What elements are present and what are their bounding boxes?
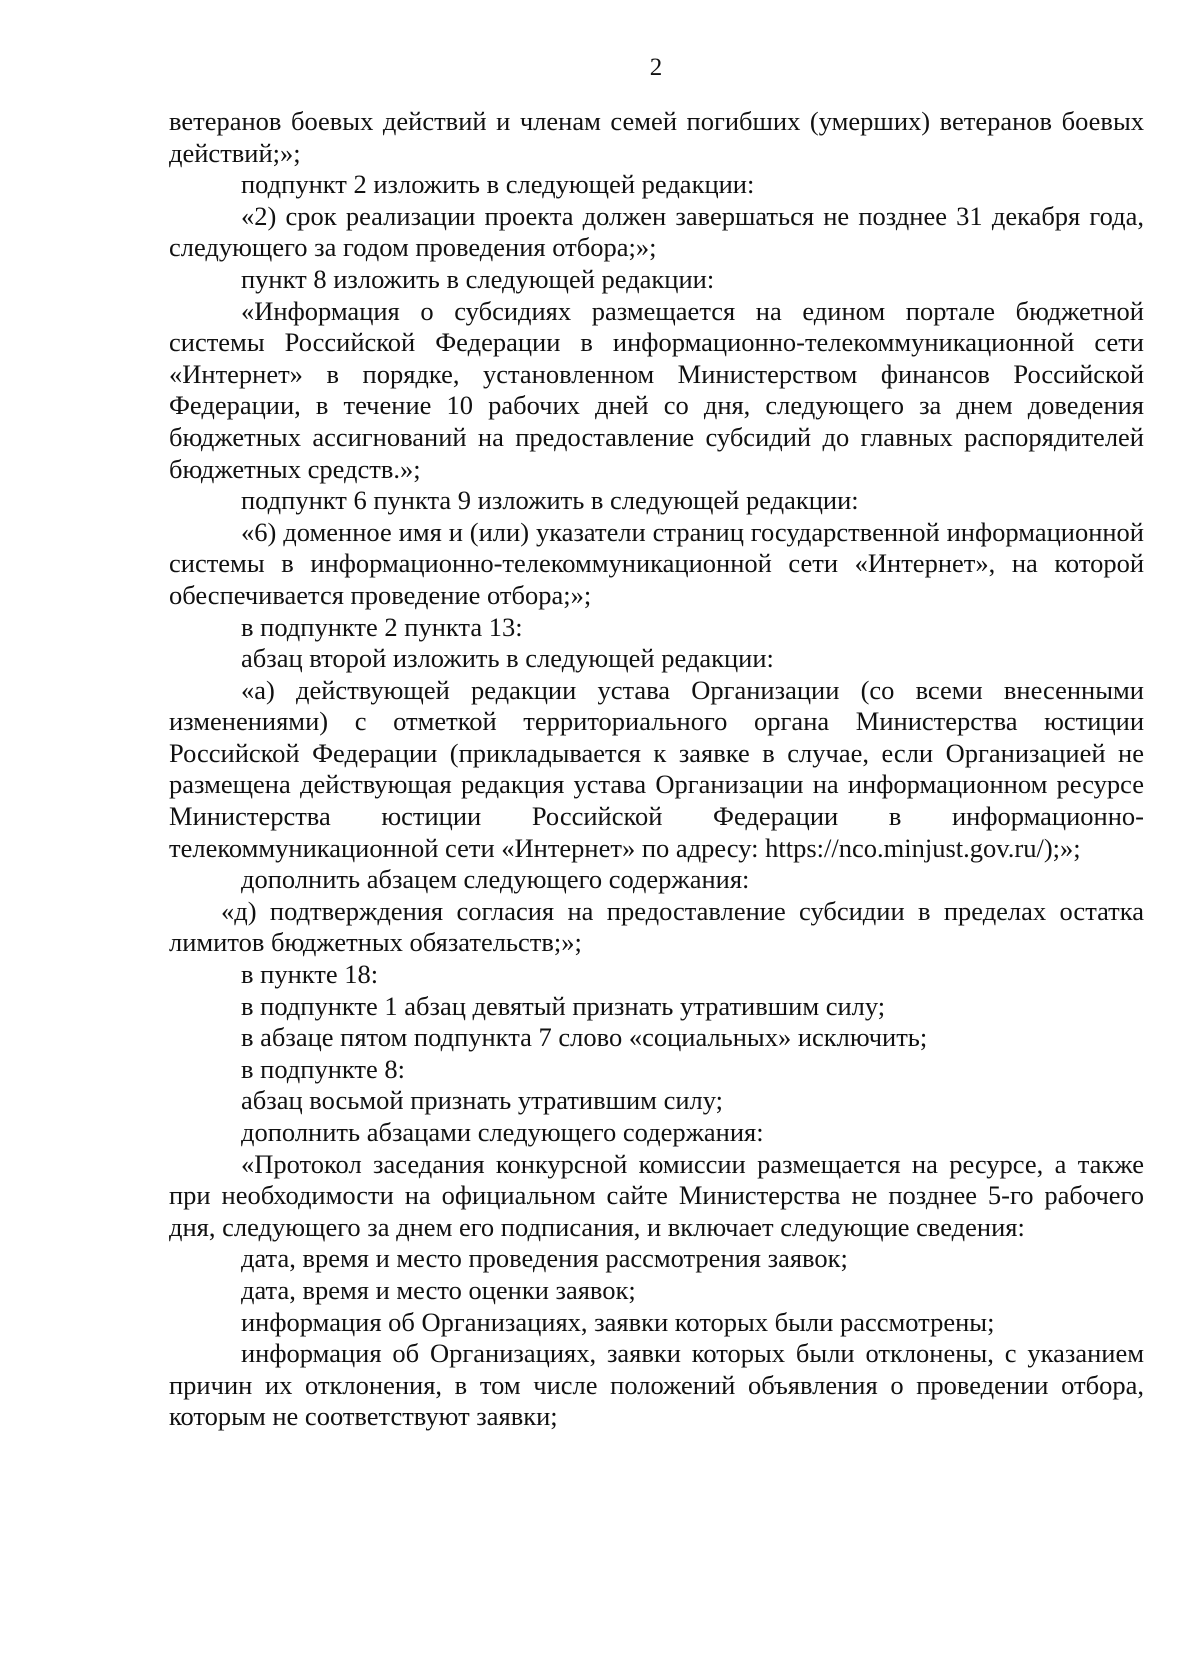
paragraph: подпункт 2 изложить в следующей редакции: (241, 169, 755, 200)
paragraph: дополнить абзацами следующего содержания: (241, 1117, 764, 1147)
paragraph: дополнить абзацем следующего содержания: (241, 864, 750, 895)
paragraph: пункт 8 изложить в следующей редакции: (241, 263, 715, 294)
paragraph: дата, время и место проведения рассмотрения заявок; (241, 1243, 848, 1274)
paragraph: дата, время и место оценки заявок; (241, 1274, 636, 1305)
paragraph: абзац восьмой признать утратившим силу; (241, 1085, 723, 1116)
paragraph: «а) действующей редакции устава Организации (со всеми внесенными изменениями) с отметкой территориального органа Министерства юстиции Российской Федерации (прикладывается к заявке в случае, если Организацией не размещена действующая редакция устава Организации на информационном ресурсе Министерства юстиции Российской Федерации в информационно-телекоммуникационной сети «Интернет» по адресу: https://nco.minjust.gov.ru/);»; (169, 674, 1144, 863)
paragraph: подпункт 6 пункта 9 изложить в следующей редакции: (241, 485, 859, 516)
paragraph: «6) доменное имя и (или) указатели страниц государственной информационной системы в информационно-телекоммуникационной сети «Интернет», на которой обеспечивается проведение отбора;»; (169, 516, 1144, 610)
paragraph: «д) подтверждения согласия на предоставление субсидии в пределах остатка лимитов бюджетных обязательств;»; (169, 895, 1144, 958)
paragraph: в подпункте 8: (241, 1053, 406, 1084)
paragraph: информация об Организациях, заявки которых были рассмотрены; (241, 1306, 995, 1337)
paragraph: «2) срок реализации проекта должен завершаться не позднее 31 декабря года, следующего за годом проведения отбора;»; (169, 200, 1144, 263)
page-number: 2 (649, 54, 663, 81)
paragraph: в подпункте 1 абзац девятый признать утратившим силу; (241, 990, 886, 1021)
paragraph: «Протокол заседания конкурсной комиссии размещается на ресурсе, а также при необходимости на официальном сайте Министерства не позднее 5-го рабочего дня, следующего за днем его подписания, и включает следующие сведения: (169, 1148, 1144, 1242)
document-body (169, 106, 1144, 1433)
paragraph: абзац второй изложить в следующей редакции: (241, 643, 774, 674)
paragraph: в пункте 18: (241, 959, 379, 990)
paragraph: информация об Организациях, заявки которых были отклонены, с указанием причин их отклонения, в том числе положений объявления о проведении отбора, которым не соответствуют заявки; (169, 1338, 1144, 1432)
paragraph: ветеранов боевых действий и членам семей погибших (умерших) ветеранов боевых действий;»; (169, 106, 1144, 168)
paragraph: в подпункте 2 пункта 13: (241, 611, 523, 642)
paragraph: в абзаце пятом подпункта 7 слово «социальных» исключить; (241, 1022, 928, 1053)
paragraph: «Информация о субсидиях размещается на едином портале бюджетной системы Российской Федерации в информационно-телекоммуникационной сети «Интернет» в порядке, установленном Министерством финансов Российской Федерации, в течение 10 рабочих дней со дня, следующего за днем доведения бюджетных ассигнований на предоставление субсидий до главных распорядителей бюджетных средств.»; (169, 295, 1144, 484)
